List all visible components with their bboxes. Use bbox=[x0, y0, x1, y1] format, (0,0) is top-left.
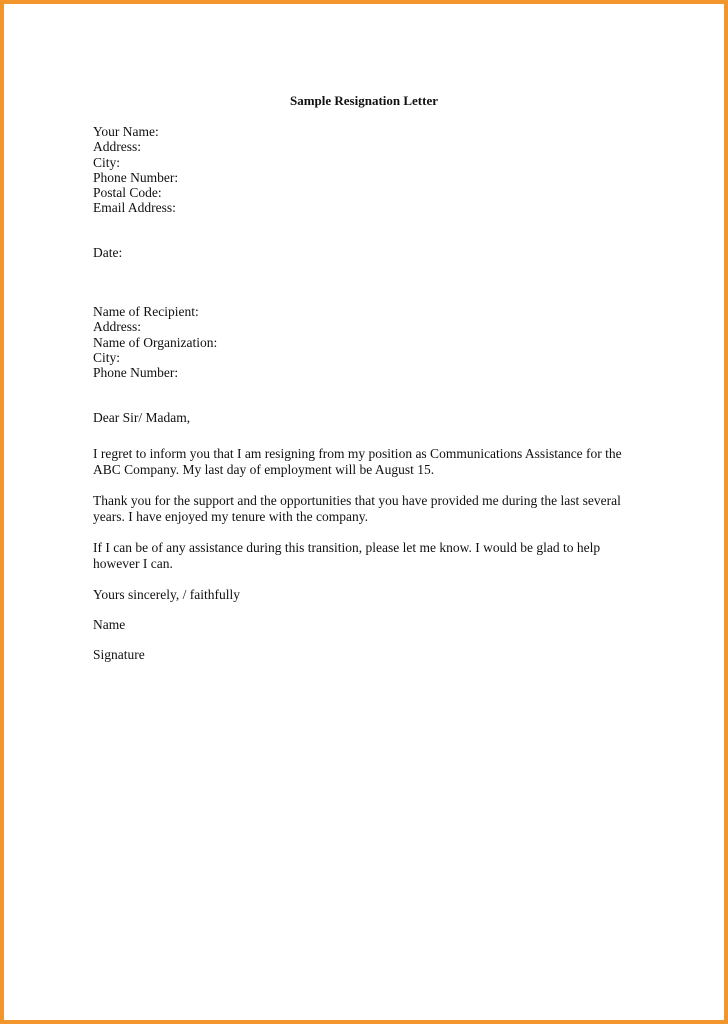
recipient-phone-label: Phone Number: bbox=[93, 365, 179, 381]
letter-title: Sample Resignation Letter bbox=[289, 93, 439, 108]
paragraph-1-line-2: ABC Company. My last day of employment will be August 15. bbox=[93, 461, 435, 477]
paragraph-3 bbox=[93, 540, 633, 571]
paragraph-1-line-1: I regret to inform you that I am resigning from my position as Communications Assistance for the bbox=[93, 446, 622, 461]
sender-city-label: City: bbox=[93, 154, 121, 170]
date-block bbox=[93, 245, 633, 260]
recipient-city-label: City: bbox=[93, 349, 121, 365]
recipient-address-label: Address: bbox=[93, 319, 141, 335]
letter-page bbox=[4, 4, 724, 1020]
signature-label: Signature bbox=[93, 647, 145, 662]
paragraph-2 bbox=[93, 493, 633, 524]
recipient-block bbox=[93, 304, 633, 380]
paragraph-3-line-1: If I can be of any assistance during this transition, please let me know. I would be glad to help bbox=[93, 540, 601, 555]
recipient-name-label: Name of Recipient: bbox=[93, 304, 199, 319]
salutation: Dear Sir/ Madam, bbox=[93, 410, 191, 425]
signature-block bbox=[93, 647, 633, 662]
paragraph-2-line-2: years. I have enjoyed my tenure with the company. bbox=[93, 508, 369, 524]
paragraph-1 bbox=[93, 446, 633, 477]
name-block bbox=[93, 617, 633, 632]
name-label: Name bbox=[93, 617, 126, 632]
salutation-block bbox=[93, 410, 633, 425]
sender-name-label: Your Name: bbox=[93, 124, 159, 139]
recipient-organization-label: Name of Organization: bbox=[93, 334, 218, 350]
date-label: Date: bbox=[93, 245, 123, 260]
sender-postal-code-label: Postal Code: bbox=[93, 185, 162, 201]
paragraph-3-line-2: however I can. bbox=[93, 555, 173, 571]
sender-block bbox=[93, 124, 633, 216]
sender-email-label: Email Address: bbox=[93, 200, 176, 216]
sender-phone-label: Phone Number: bbox=[93, 169, 179, 185]
closing-block bbox=[93, 587, 633, 602]
sender-address-label: Address: bbox=[93, 139, 141, 155]
closing: Yours sincerely, / faithfully bbox=[93, 587, 240, 602]
paragraph-2-line-1: Thank you for the support and the opportunities that you have provided me during the last several bbox=[93, 493, 621, 508]
